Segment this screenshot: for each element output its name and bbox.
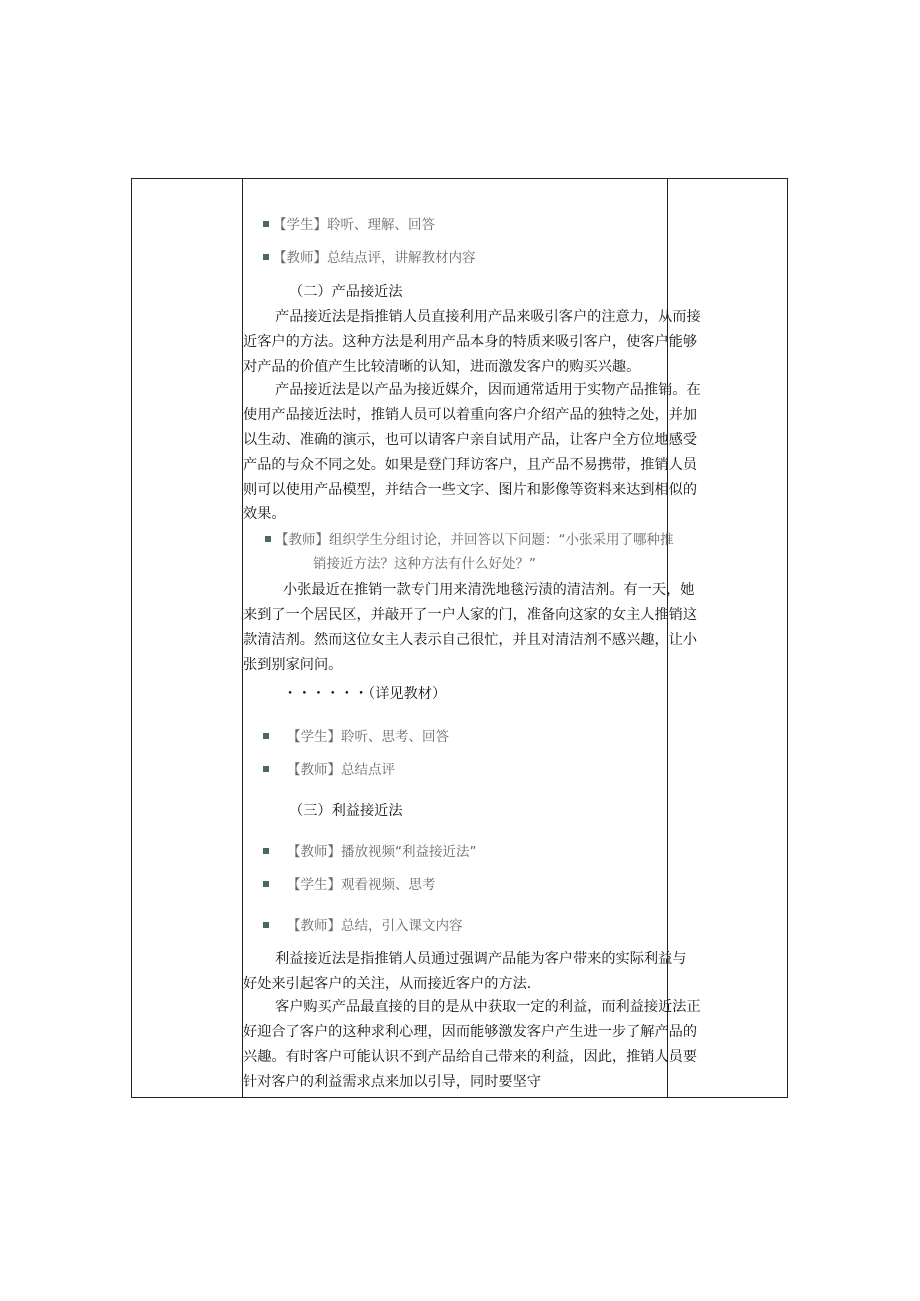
bullet-icon: [263, 221, 269, 227]
student-activity-1: 【学生】聆听、理解、回答: [263, 216, 435, 234]
paragraph-line: 利益接近法是指推销人员通过强调产品能为客户带来的实际利益与: [275, 951, 687, 967]
story-line: 款清洁剂。然而这位女主人表示自己很忙，并且对清洁剂不感兴趣，让小: [243, 632, 698, 648]
teacher-activity-2-continued: 销接近方法？这种方法有什么好处？”: [313, 556, 536, 572]
teacher-activity-3: 【教师】总结点评: [263, 761, 395, 779]
paragraph-line: 好迎合了客户的这种求利心理，因而能够激发客户产生进一步了解产品的: [243, 1024, 698, 1040]
bullet-icon: [263, 881, 269, 887]
paragraph-line: 使用产品接近法时，推销人员可以着重向客户介绍产品的独特之处，并加: [243, 407, 698, 423]
paragraph-line: 客户购买产品最直接的目的是从中获取一定的利益，而利益接近法正: [275, 999, 701, 1015]
paragraph-line: 近客户的方法。这种方法是利用产品本身的特质来吸引客户，使客户能够: [243, 334, 698, 350]
story-line: 张到别家问问。: [243, 657, 343, 673]
section-heading-product-approach: （二）产品接近法: [289, 284, 403, 300]
paragraph-line: 好处来引起客户的关注，从而接近客户的方法.: [243, 976, 532, 992]
bullet-icon: [263, 766, 269, 772]
bullet-icon: [263, 922, 269, 928]
paragraph-line: 则可以使用产品模型，并结合一些文字、图片和影像等资料来达到相似的: [243, 482, 698, 498]
paragraph-line: 产品接近法是指推销人员直接利用产品来吸引客户的注意力，从而接: [275, 309, 701, 325]
paragraph-line: 产品接近法是以产品为接近媒介，因而通常适用于实物产品推销。在: [275, 382, 701, 398]
see-textbook-note: ・・・・・・（详见教材）: [283, 686, 447, 702]
paragraph-line: 产品的与众不同之处。如果是登门拜访客户，且产品不易携带，推销人员: [243, 457, 698, 473]
paragraph-line: 以生动、准确的演示，也可以请客户亲自试用产品，让客户全方位地感受: [243, 432, 698, 448]
teacher-activity-1: 【教师】总结点评，讲解教材内容: [263, 249, 476, 267]
section-heading-benefit-approach: （三）利益接近法: [289, 803, 403, 819]
teacher-activity-5: 【教师】总结，引入课文内容: [263, 917, 463, 935]
bullet-icon: [263, 733, 269, 739]
paragraph-line: 针对客户的利益需求点来加以引导，同时要坚守: [243, 1074, 541, 1090]
student-activity-2: 【学生】聆听、思考、回答: [263, 728, 449, 746]
paragraph-line: 兴趣。有时客户可能认识不到产品给自己带来的利益，因此，推销人员要: [243, 1049, 698, 1065]
teacher-activity-2: 【教师】组织学生分组讨论，并回答以下问题：“小张采用了哪种推: [265, 531, 674, 549]
paragraph-line: 对产品的价值产生比较清晰的认知，进而激发客户的购买兴趣。: [243, 359, 641, 375]
teacher-activity-4: 【教师】播放视频“利益接近法”: [263, 843, 477, 861]
student-activity-3: 【学生】观看视频、思考: [263, 876, 436, 894]
bullet-icon: [265, 536, 271, 542]
story-line: 来到了一个居民区，并敲开了一户人家的门，准备向这家的女主人推销这: [243, 607, 698, 623]
story-line: 小张最近在推销一款专门用来清洗地毯污渍的清洁剂。有一天，她: [283, 582, 695, 598]
bullet-icon: [263, 254, 269, 260]
bullet-icon: [263, 848, 269, 854]
paragraph-line: 效果。: [243, 506, 286, 522]
